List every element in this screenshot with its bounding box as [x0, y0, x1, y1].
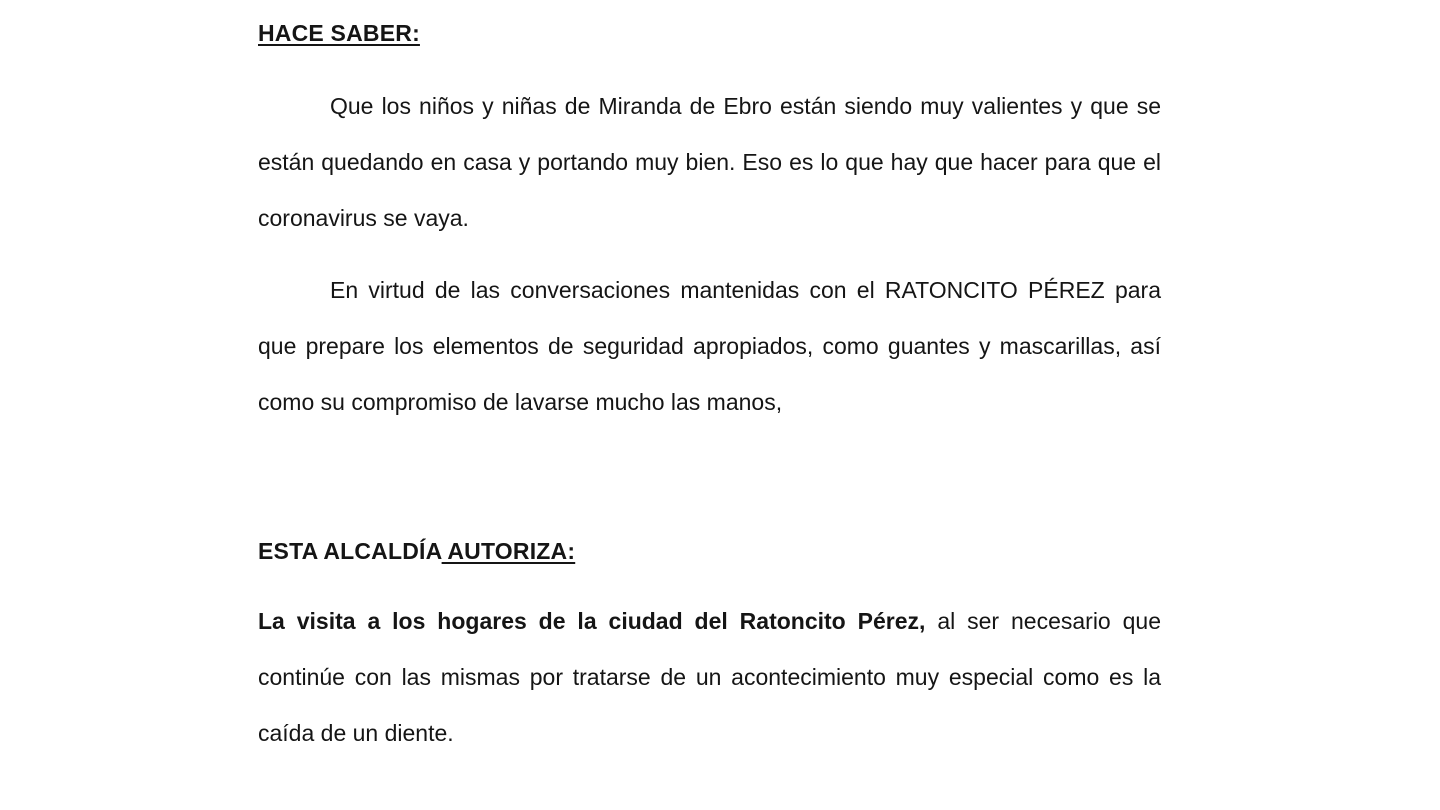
autoriza-underlined: AUTORIZA: — [441, 538, 576, 564]
alcaldia-heading-prefix: ESTA ALCALDÍA — [258, 538, 442, 564]
alcaldia-autoriza-heading — [258, 536, 575, 566]
paragraph-authorization — [258, 593, 1161, 761]
paragraph-ratoncito-conversations: En virtud de las conversaciones mantenidas con el RATONCITO PÉREZ para que prepare los elementos de seguridad apropiados, como guantes y mascarillas, así como su compromiso de lavarse mucho las manos, — [258, 277, 1161, 415]
hace-saber-heading-text: HACE SABER: — [258, 20, 420, 46]
hace-saber-heading — [258, 18, 420, 48]
authorization-rest-text: al ser necesario que continúe con las mismas por tratarse de un acontecimiento muy especial como es la caída de un diente. — [258, 608, 1162, 746]
paragraph-children-brave: Que los niños y niñas de Miranda de Ebro están siendo muy valientes y que se están quedando en casa y portando muy bien. Eso es lo que hay que hacer para que el coronavirus se vaya. — [258, 93, 1161, 231]
authorization-bold-text: La visita a los hogares de la ciudad del Ratoncito Pérez, — [258, 608, 926, 634]
